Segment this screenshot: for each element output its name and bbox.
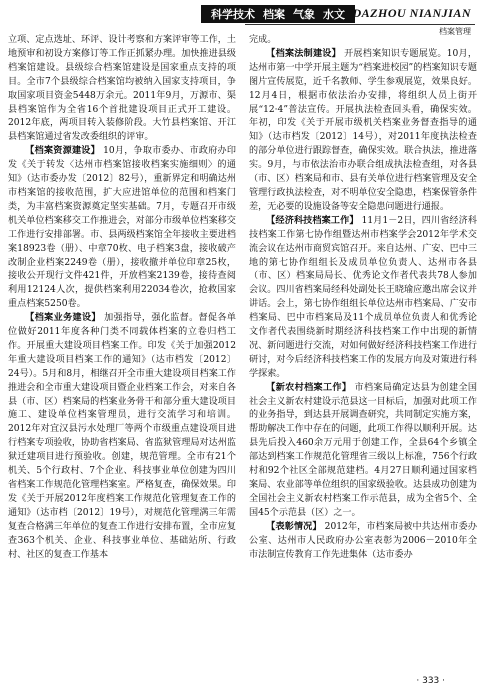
paragraph xyxy=(8,145,236,312)
header-tag: 气象 xyxy=(293,8,315,21)
paragraph xyxy=(249,215,477,382)
section-label: 档案管理 xyxy=(439,27,471,36)
paragraph xyxy=(249,521,477,563)
paragraph xyxy=(249,382,477,521)
paragraph: 完成。 xyxy=(249,35,277,45)
section-heading: 【档案资源建设】 xyxy=(25,146,100,157)
paragraph-text: 2012年，市档案局被中共达州市委办公室、达州市人民政府办公室表彰为2006－2010年全市法制宣传教育工作先进集体（达市委办 xyxy=(249,521,477,560)
header-tags xyxy=(201,5,355,23)
paragraph xyxy=(249,48,477,215)
section-heading: 【经济科技档案工作】 xyxy=(266,215,359,226)
section-heading: 【档案法制建设】 xyxy=(266,48,341,59)
article-body xyxy=(8,34,477,664)
section-heading: 【新农村档案工作】 xyxy=(266,382,352,393)
section-heading: 【表彰情况】 xyxy=(266,521,322,532)
page-header xyxy=(0,0,485,34)
paragraph-text: 11月1－2日，四川省经济科技档案工作第七协作组暨达州市档案学会2012年学术交流会议在达州市商贸宾馆召开。来自达州、广安、巴中三地的第七协作组组长及成员单位负责人、达州市各县（市、区）档案局局长、优秀论文作者代表共78人参加会议。四川省档案局经科处副处长王晓瑜应邀出席会议并讲话。会上，第七协作组组长单位达州市档案局、广安市档案局、巴中市档案局及11个成员单位负责人和优秀论文作者代表围绕新时期经济科技档案工作中出现的新情况、新问题进行交流，对如何做好经济科技档案工作进行研讨，对今后经济科技档案工作的发展方向及对策进行科学探索。 xyxy=(249,215,477,379)
page-number: · 333 · xyxy=(416,676,445,686)
paragraph-text: 市档案局确定达县为创建全国社会主义新农村建设示范县这一目标后，加强对此项工作的业务指导，到达县开展调查研究，共同制定实施方案，帮助解决工作中存在的问题，此项工作得以顺利开展。达县先后投入460余万元用于创建工作，全县64个乡镇全部达到档案工作规范化管理省三级以上标准，756个行政村和92个社区全部规范建档。4月27日顺利通过国家档案局、农业部等单位组织的国家级验收。达县成功创建为全国社会主义新农村档案工作示范县，成为全省5个、全国45个示范县（区）之一。 xyxy=(249,382,477,518)
paragraph-text: 开展档案知识专题展览。10月，达州市第一中学开展主题为“档案进校园”的档案知识专题图片宣传展览，近千名教师、学生参观展览，效果良好。12月4日，根据市依法治办安排，将组织人员上街开展“12·4”普法宣传。开展执法检查回头看，确保实效。年初，印发《关于开展市级机关档案业务督查指导的通知》（达市档发〔2012〕14号），对2011年度执法检查的部分单位进行跟踪督查，确保实效。联合执法，推进落实。9月，与市依法治市办联合组成执法检查组，对各县（市、区）档案局和市、县有关单位进行档案管理及安全管理行政执法检查，对不明单位安全隐患，档案保管条件差，无必要的设施设备等安全隐患问题进行通报。 xyxy=(249,48,477,212)
paragraph-text: 10月，争取市委办、市政府办印发《关于转发〈达州市档案馆接收档案实施细则〉的通知》（达市委办发〔2012〕82号），重新界定和明确达州市档案馆的接收范围，扩大应进馆单位的范围和档案门类，为丰富档案资源奠定坚实基础。7月，专题召开市级机关单位档案移交工作推进会，对部分市级单位档案移交工作进行安排部署。市、县两级档案馆全年接收主要进档案18923卷（册）、中章70枚、电子档案3盘，接收破产改制企业档案2249卷（册），接收撤并单位印章25枚，接收公开现行文件421件，开放档案2139卷，接待查阅利用12124人次，提供档案利用22034卷次，抢救国家重点档案5250卷。 xyxy=(8,146,236,310)
paragraph-text: 加强指导，强化监督。督促各单位做好2011年度各种门类不同载体档案的立卷归档工作。开展重大建设项目档案工作。印发《关于加强2012年重大建设项目档案工作的通知》（达市档发〔2012〕24号）。5月和8月，相继召开全市重大建设项目档案工作推进会和全市重大建设项目暨企业档案工作会，对来自各县（市、区）档案局的档案业务骨干和部分重大建设项目施工、建设单位档案管理员，进行交流学习和培训。2012年对宜汉县污水处理厂等两个市级重点建设项目进行档案专项验收，协助省档案局、省监狱管理局对达州监狱迁建项目进行预验收。创建，规范管理。全市有21个机关、5个行政村、7个企业、科技事业单位创建为四川省档案工作规范化管理档案室。严格复查，确保效果。印发《关于开展2012年度档案工作规范化管理复查工作的通知》（达市档〔2012〕19号），对规范化管理满三年需复查合格满三年单位的复查工作进行安排布置，全市应复查363个机关、企业、科技事业单位、基础站所、行政村、社区的复查工作基本 xyxy=(8,313,236,560)
header-rule xyxy=(245,24,475,25)
paragraph: 立项、定点选址、环评、设计考察和方案评审等工作，土地预审和初设方案修订等工作正抓紧办理。加快推进县级档案馆建设。县级综合档案馆建设是国家重点支持的项目。全市7个县级综合档案馆均被纳入国家支持项目，争取国家项目资金5448万余元。2011年9月，万源市、渠县档案馆作为全省16个首批建设项目正式开工建设。2012年底，两项目转入装修阶段。大竹县档案馆、开江县档案馆通过省发改委组织的评审。 xyxy=(8,35,236,143)
header-tag: 水文 xyxy=(323,8,345,21)
right-column xyxy=(249,34,477,664)
header-tag: 档案 xyxy=(263,8,285,21)
journal-title: DAZHOU NIANJIAN xyxy=(352,6,471,20)
paragraph xyxy=(8,312,236,562)
left-column xyxy=(8,34,236,664)
header-tag: 科学技术 xyxy=(211,8,255,21)
section-heading: 【档案业务建设】 xyxy=(25,313,101,324)
